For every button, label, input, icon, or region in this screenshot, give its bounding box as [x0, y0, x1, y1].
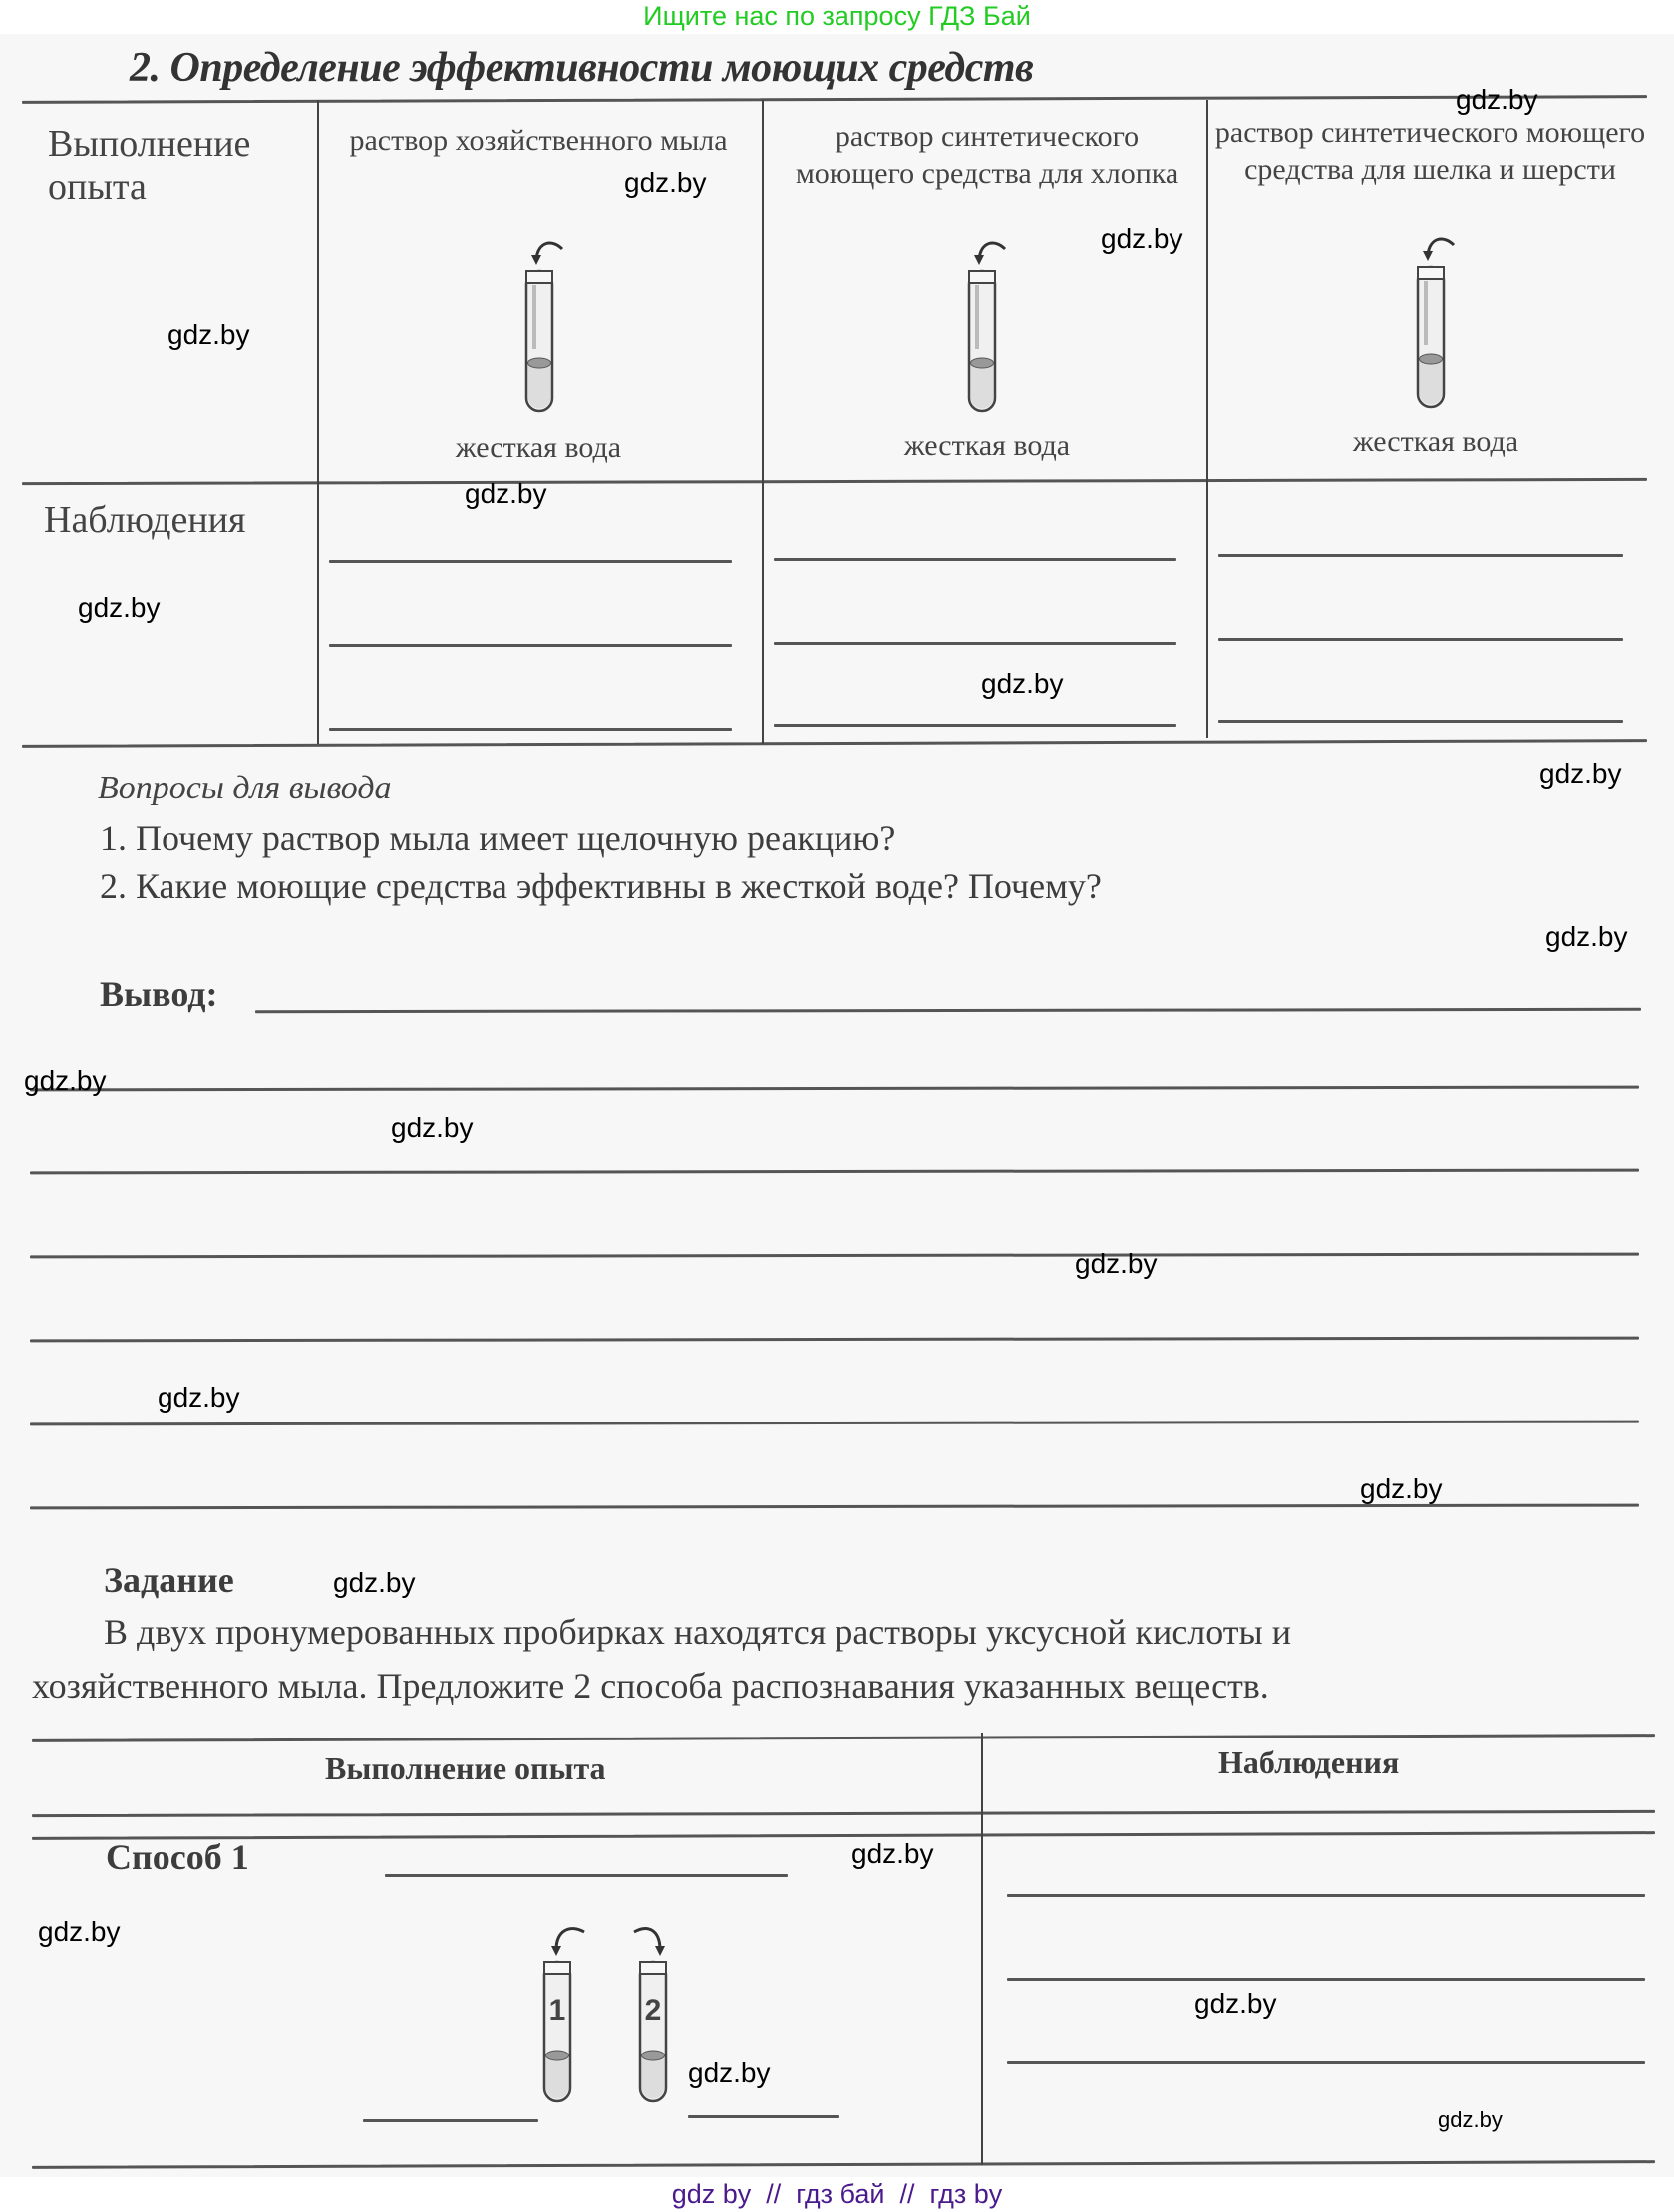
answer-line[interactable] — [1218, 720, 1623, 723]
watermark: gdz.by — [1545, 921, 1628, 952]
watermark: gdz.by — [333, 1567, 416, 1598]
tube-label-hard-water: жесткая вода — [1352, 425, 1519, 458]
answer-line[interactable] — [385, 1874, 788, 1877]
method-1-label: Способ 1 — [106, 1837, 249, 1877]
answer-line[interactable] — [774, 724, 1176, 727]
answer-line[interactable] — [774, 642, 1176, 645]
watermark: gdz.by — [167, 319, 250, 350]
answer-line[interactable] — [329, 560, 732, 563]
watermark: gdz.by — [78, 592, 161, 623]
table-row-divider — [32, 1831, 1655, 1840]
bottom-banner-text: gdz by // гдз бай // гдз by — [671, 2179, 1003, 2209]
answer-line[interactable] — [774, 558, 1176, 561]
answer-line[interactable] — [30, 1337, 1639, 1343]
tube-label-hard-water: жесткая вода — [903, 429, 1071, 462]
table-col-divider-2 — [762, 100, 764, 744]
answer-line[interactable] — [30, 1086, 1639, 1092]
table-row-divider — [22, 478, 1647, 485]
tube-1-answer-line[interactable] — [363, 2119, 538, 2122]
column-header-silk-detergent: раствор синтетического моющего средства для шелка и шерсти — [1214, 116, 1646, 186]
tube-2-answer-line[interactable] — [688, 2115, 839, 2118]
table-header-divider — [32, 1810, 1655, 1817]
watermark: gdz.by — [1075, 1248, 1158, 1279]
question-1: 1. Почему раствор мыла имеет щелочную реакцию? — [100, 818, 896, 858]
answer-line[interactable] — [30, 1169, 1639, 1175]
answer-line[interactable] — [329, 728, 732, 731]
watermark: gdz.by — [24, 1065, 107, 1096]
top-banner — [0, 0, 1674, 34]
test-tube-icon — [504, 233, 574, 423]
workbook-page — [0, 34, 1674, 2177]
watermark: gdz.by — [851, 1838, 934, 1869]
watermark: gdz.by — [1360, 1473, 1443, 1504]
watermark: gdz.by — [624, 167, 707, 198]
column-header-observations: Наблюдения — [1218, 1744, 1400, 1780]
row-label-observations: Наблюдения — [44, 499, 246, 541]
column-header-soap: раствор хозяйственного мыла — [349, 124, 728, 157]
task-text-line-2: хозяйственного мыла. Предложите 2 способа распознавания указанных веществ. — [32, 1666, 1269, 1706]
watermark: gdz.by — [1101, 223, 1183, 254]
row-label-procedure: Выполнение опыта — [48, 123, 251, 208]
test-tube-icon — [947, 233, 1017, 423]
question-2: 2. Какие моющие средства эффективны в жесткой воде? Почему? — [100, 866, 1102, 906]
table-bottom-border — [22, 739, 1647, 748]
table-top-border — [22, 95, 1647, 104]
watermark: gdz.by — [1438, 2107, 1503, 2132]
test-tube-icon — [1396, 229, 1466, 419]
answer-line[interactable] — [1218, 638, 1623, 641]
tube-number-1: 1 — [548, 1994, 566, 2027]
conclusion-label: Вывод: — [100, 974, 218, 1014]
watermark: gdz.by — [1456, 84, 1538, 115]
answer-line[interactable] — [1007, 1894, 1645, 1897]
answer-line[interactable] — [1007, 2061, 1645, 2064]
numbered-test-tubes-icon — [534, 1924, 674, 2113]
section-title: 2. Определение эффективности моющих средств — [130, 45, 1034, 91]
conclusion-answer-line[interactable] — [255, 1008, 1641, 1013]
top-banner-text: Ищите нас по запросу ГДЗ Бай — [643, 1, 1031, 31]
task-text-line-1: В двух пронумерованных пробирках находятся растворы уксусной кислоты и — [104, 1612, 1291, 1652]
answer-line[interactable] — [1007, 1978, 1645, 1981]
table-top-border — [32, 1734, 1655, 1742]
tube-number-2: 2 — [644, 1994, 662, 2027]
watermark: gdz.by — [688, 2057, 771, 2088]
answer-line[interactable] — [30, 1253, 1639, 1259]
watermark: gdz.by — [391, 1112, 474, 1143]
bottom-banner — [0, 2177, 1674, 2212]
watermark: gdz.by — [1539, 758, 1622, 789]
table-col-divider-3 — [1206, 100, 1208, 738]
answer-line[interactable] — [1218, 554, 1623, 557]
watermark: gdz.by — [158, 1382, 240, 1413]
answer-line[interactable] — [329, 644, 732, 647]
tube-label-hard-water: жесткая вода — [455, 431, 622, 464]
watermark: gdz.by — [981, 668, 1064, 699]
column-header-cotton-detergent: раствор синтетического моющего средства для хлопка — [795, 120, 1179, 190]
watermark: gdz.by — [465, 478, 547, 509]
table-col-divider — [981, 1733, 983, 2165]
column-header-procedure: Выполнение опыта — [325, 1750, 606, 1786]
watermark: gdz.by — [1194, 1988, 1277, 2019]
questions-heading: Вопросы для вывода — [98, 770, 392, 806]
watermark: gdz.by — [38, 1916, 121, 1947]
task-heading: Задание — [104, 1560, 234, 1600]
table-bottom-border — [32, 2160, 1655, 2169]
table-col-divider-1 — [317, 100, 319, 744]
answer-line[interactable] — [30, 1421, 1639, 1426]
